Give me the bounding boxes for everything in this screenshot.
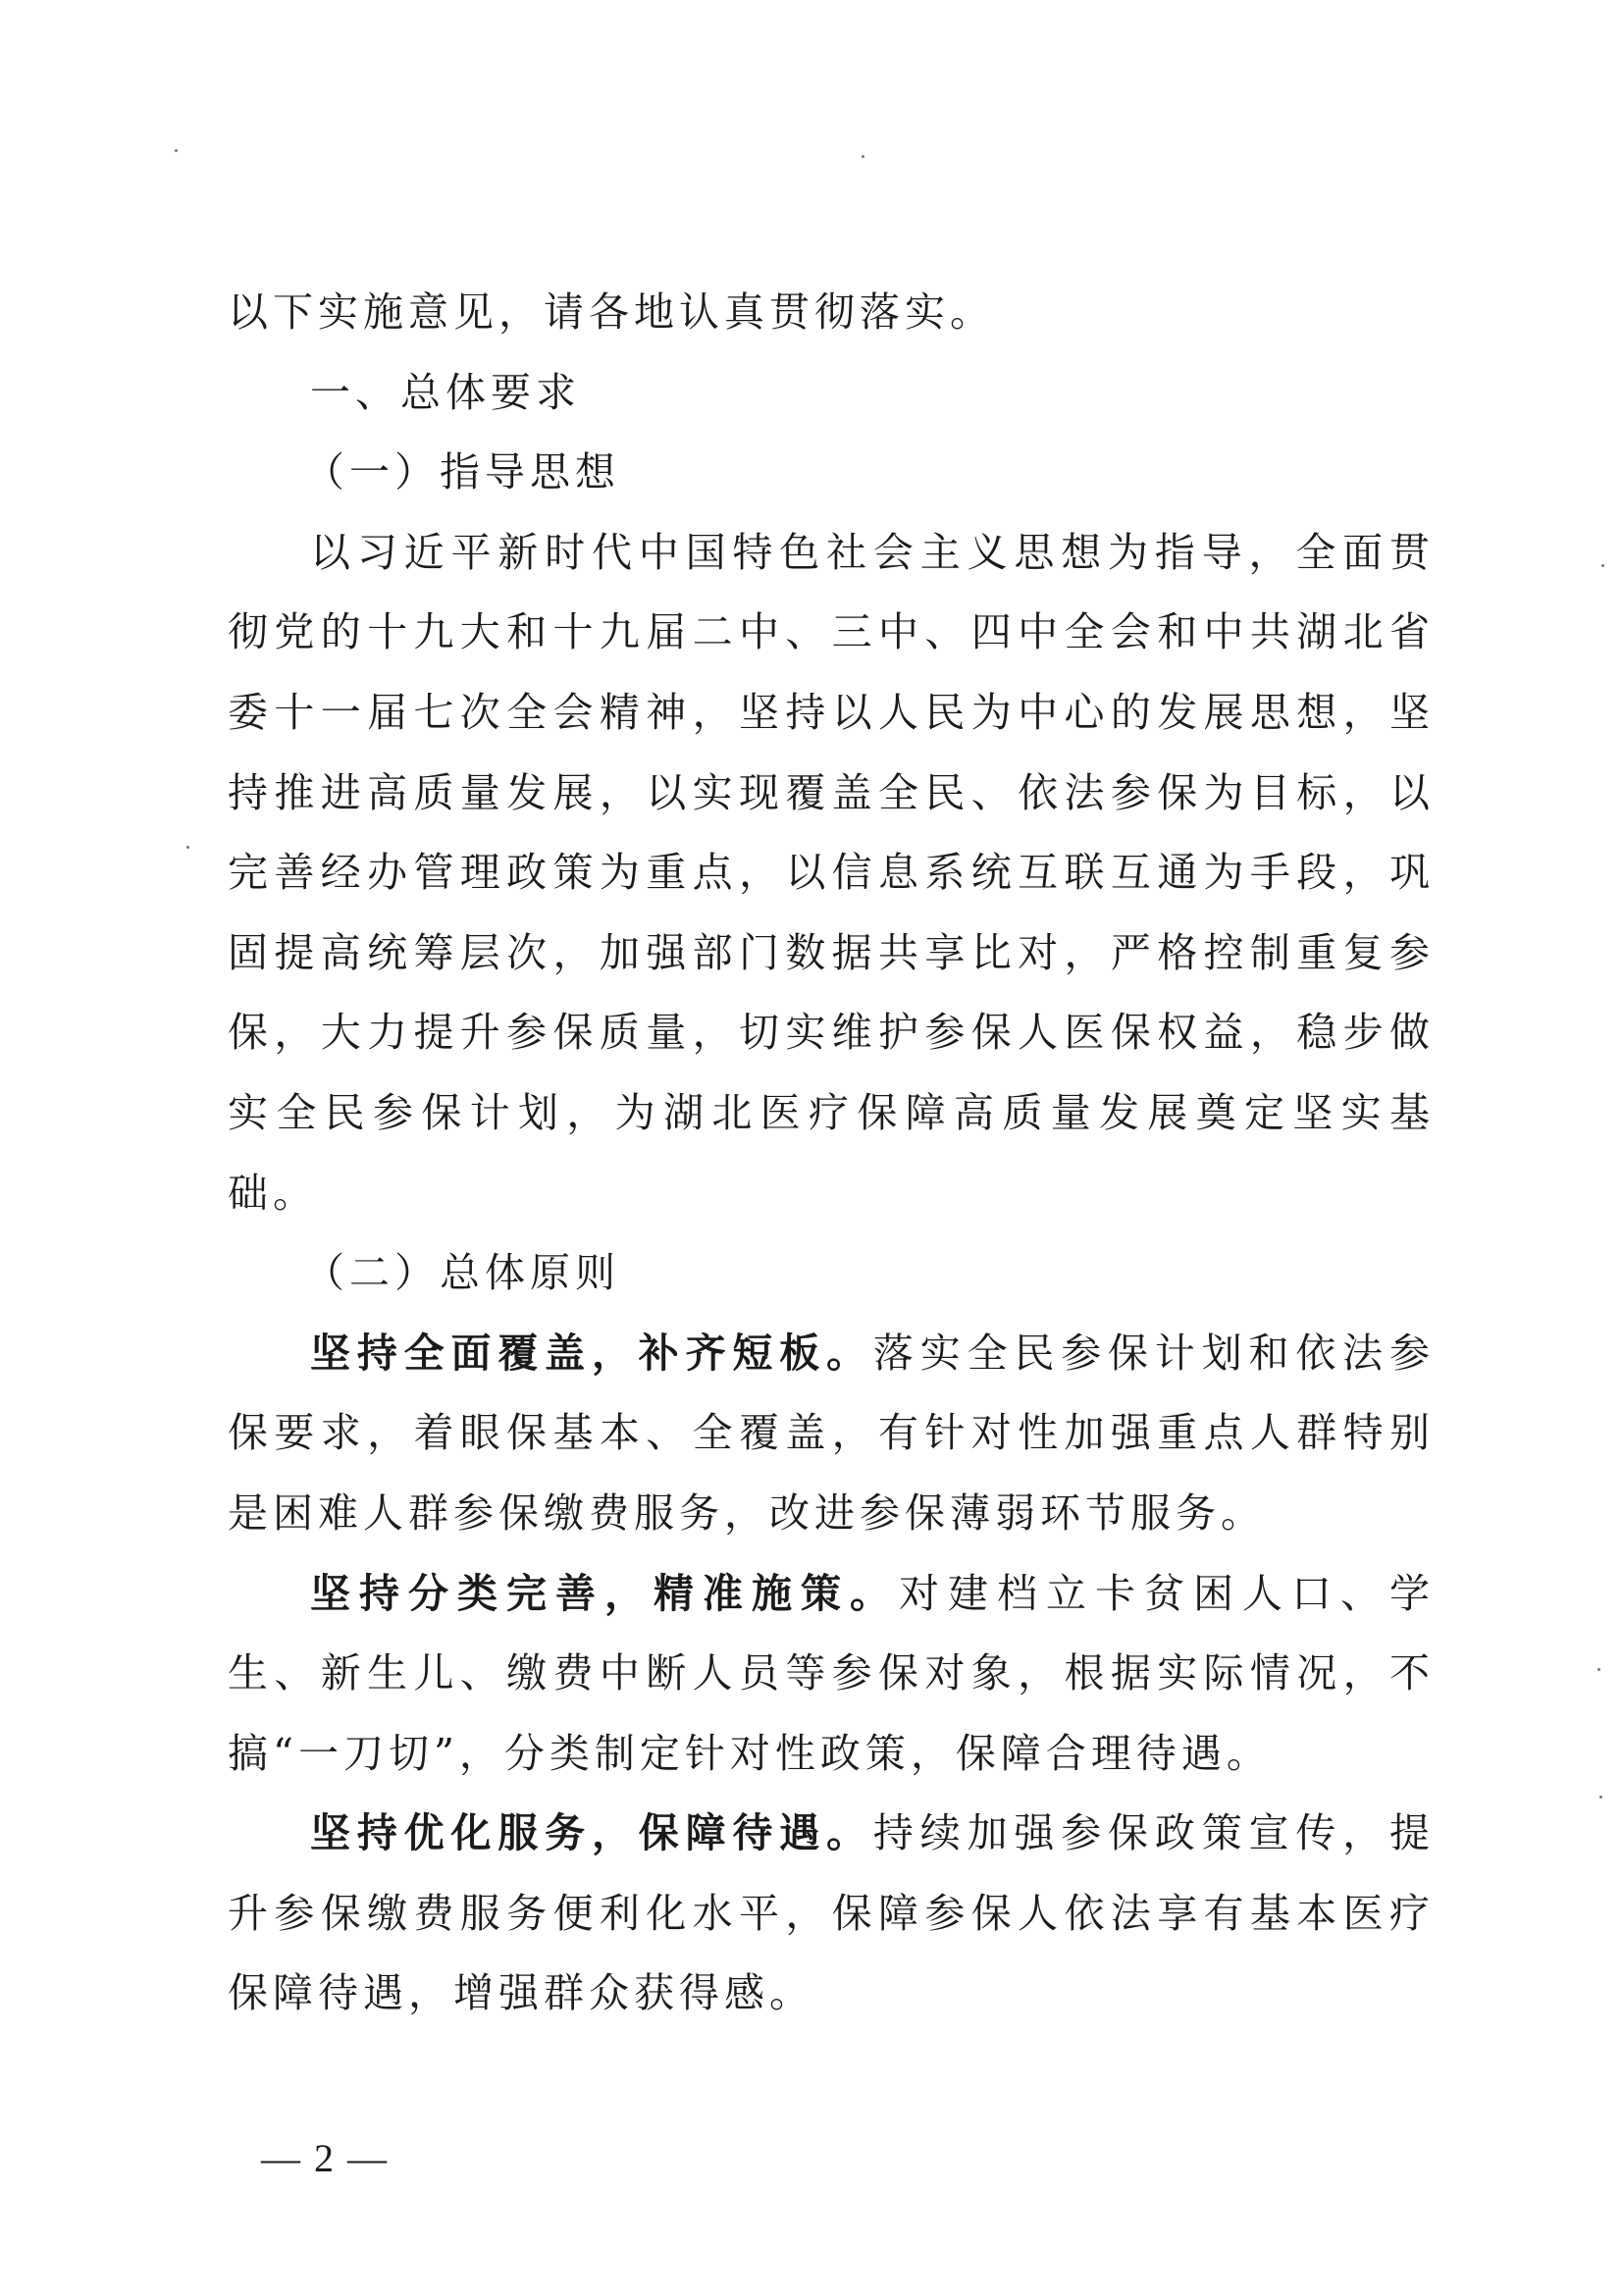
scan-speck xyxy=(175,149,178,152)
principle-lead: 坚持全面覆盖，补齐短板。 xyxy=(310,1329,873,1377)
heading-text: 一、总体要求 xyxy=(310,368,581,416)
paragraph-principle-full-coverage xyxy=(228,1314,1435,1554)
scan-speck xyxy=(186,846,189,849)
paragraph-text: 持续加强参保政策宣传，提升参保缴费服务便利化水平，保障参保人依法享有基本医疗保障待遇，增强群众获得感。 xyxy=(228,1809,1436,2017)
section-heading-overall-requirements xyxy=(228,353,1435,434)
scan-speck xyxy=(1601,564,1604,567)
paragraph-continuation xyxy=(228,273,1435,353)
scan-speck xyxy=(862,155,864,158)
heading-text: （一）指导思想 xyxy=(304,448,620,496)
page-number: — 2 — xyxy=(261,2136,389,2180)
paragraph-guiding-ideology xyxy=(228,513,1435,1233)
principle-lead: 坚持分类完善，精准施策。 xyxy=(310,1569,899,1617)
scan-speck xyxy=(1597,1668,1600,1671)
paragraph-principle-classified-policy xyxy=(228,1554,1435,1795)
scan-speck xyxy=(1599,1796,1602,1799)
subsection-heading-guiding-ideology xyxy=(228,433,1435,513)
paragraph-text: 落实全民参保计划和依法参保要求，着眼保基本、全覆盖，有针对性加强重点人群特别是困难人群参保缴费服务，改进参保薄弱环节服务。 xyxy=(228,1329,1436,1537)
paragraph-text: 以习近平新时代中国特色社会主义思想为指导，全面贯彻党的十九大和十九届二中、三中、四中全会和中共湖北省委十一届七次全会精神，坚持以人民为中心的发展思想，坚持推进高质量发展，以实现覆盖全民、依法参保为目标，以完善经办管理政策为重点，以信息系统互联互通为手段，巩固提高统筹层次，加强部门数据共享比对，严格控制重复参保，大力提升参保质量，切实维护参保人医保权益，稳步做实全民参保计划，为湖北医疗保障高质量发展奠定坚实基础。 xyxy=(228,528,1435,1217)
paragraph-principle-optimize-service xyxy=(228,1794,1435,2034)
paragraph-text: 以下实施意见，请各地认真贯彻落实。 xyxy=(228,288,995,336)
paragraph-text: 对建档立卡贫困人口、学生、新生儿、缴费中断人员等参保对象，根据实际情况，不搞“一刀切”，分类制定针对性政策，保障合理待遇。 xyxy=(228,1569,1435,1777)
body-text xyxy=(228,273,1435,2034)
heading-text: （二）总体原则 xyxy=(304,1249,620,1297)
subsection-heading-overall-principles xyxy=(228,1233,1435,1314)
principle-lead: 坚持优化服务，保障待遇。 xyxy=(310,1809,873,1857)
